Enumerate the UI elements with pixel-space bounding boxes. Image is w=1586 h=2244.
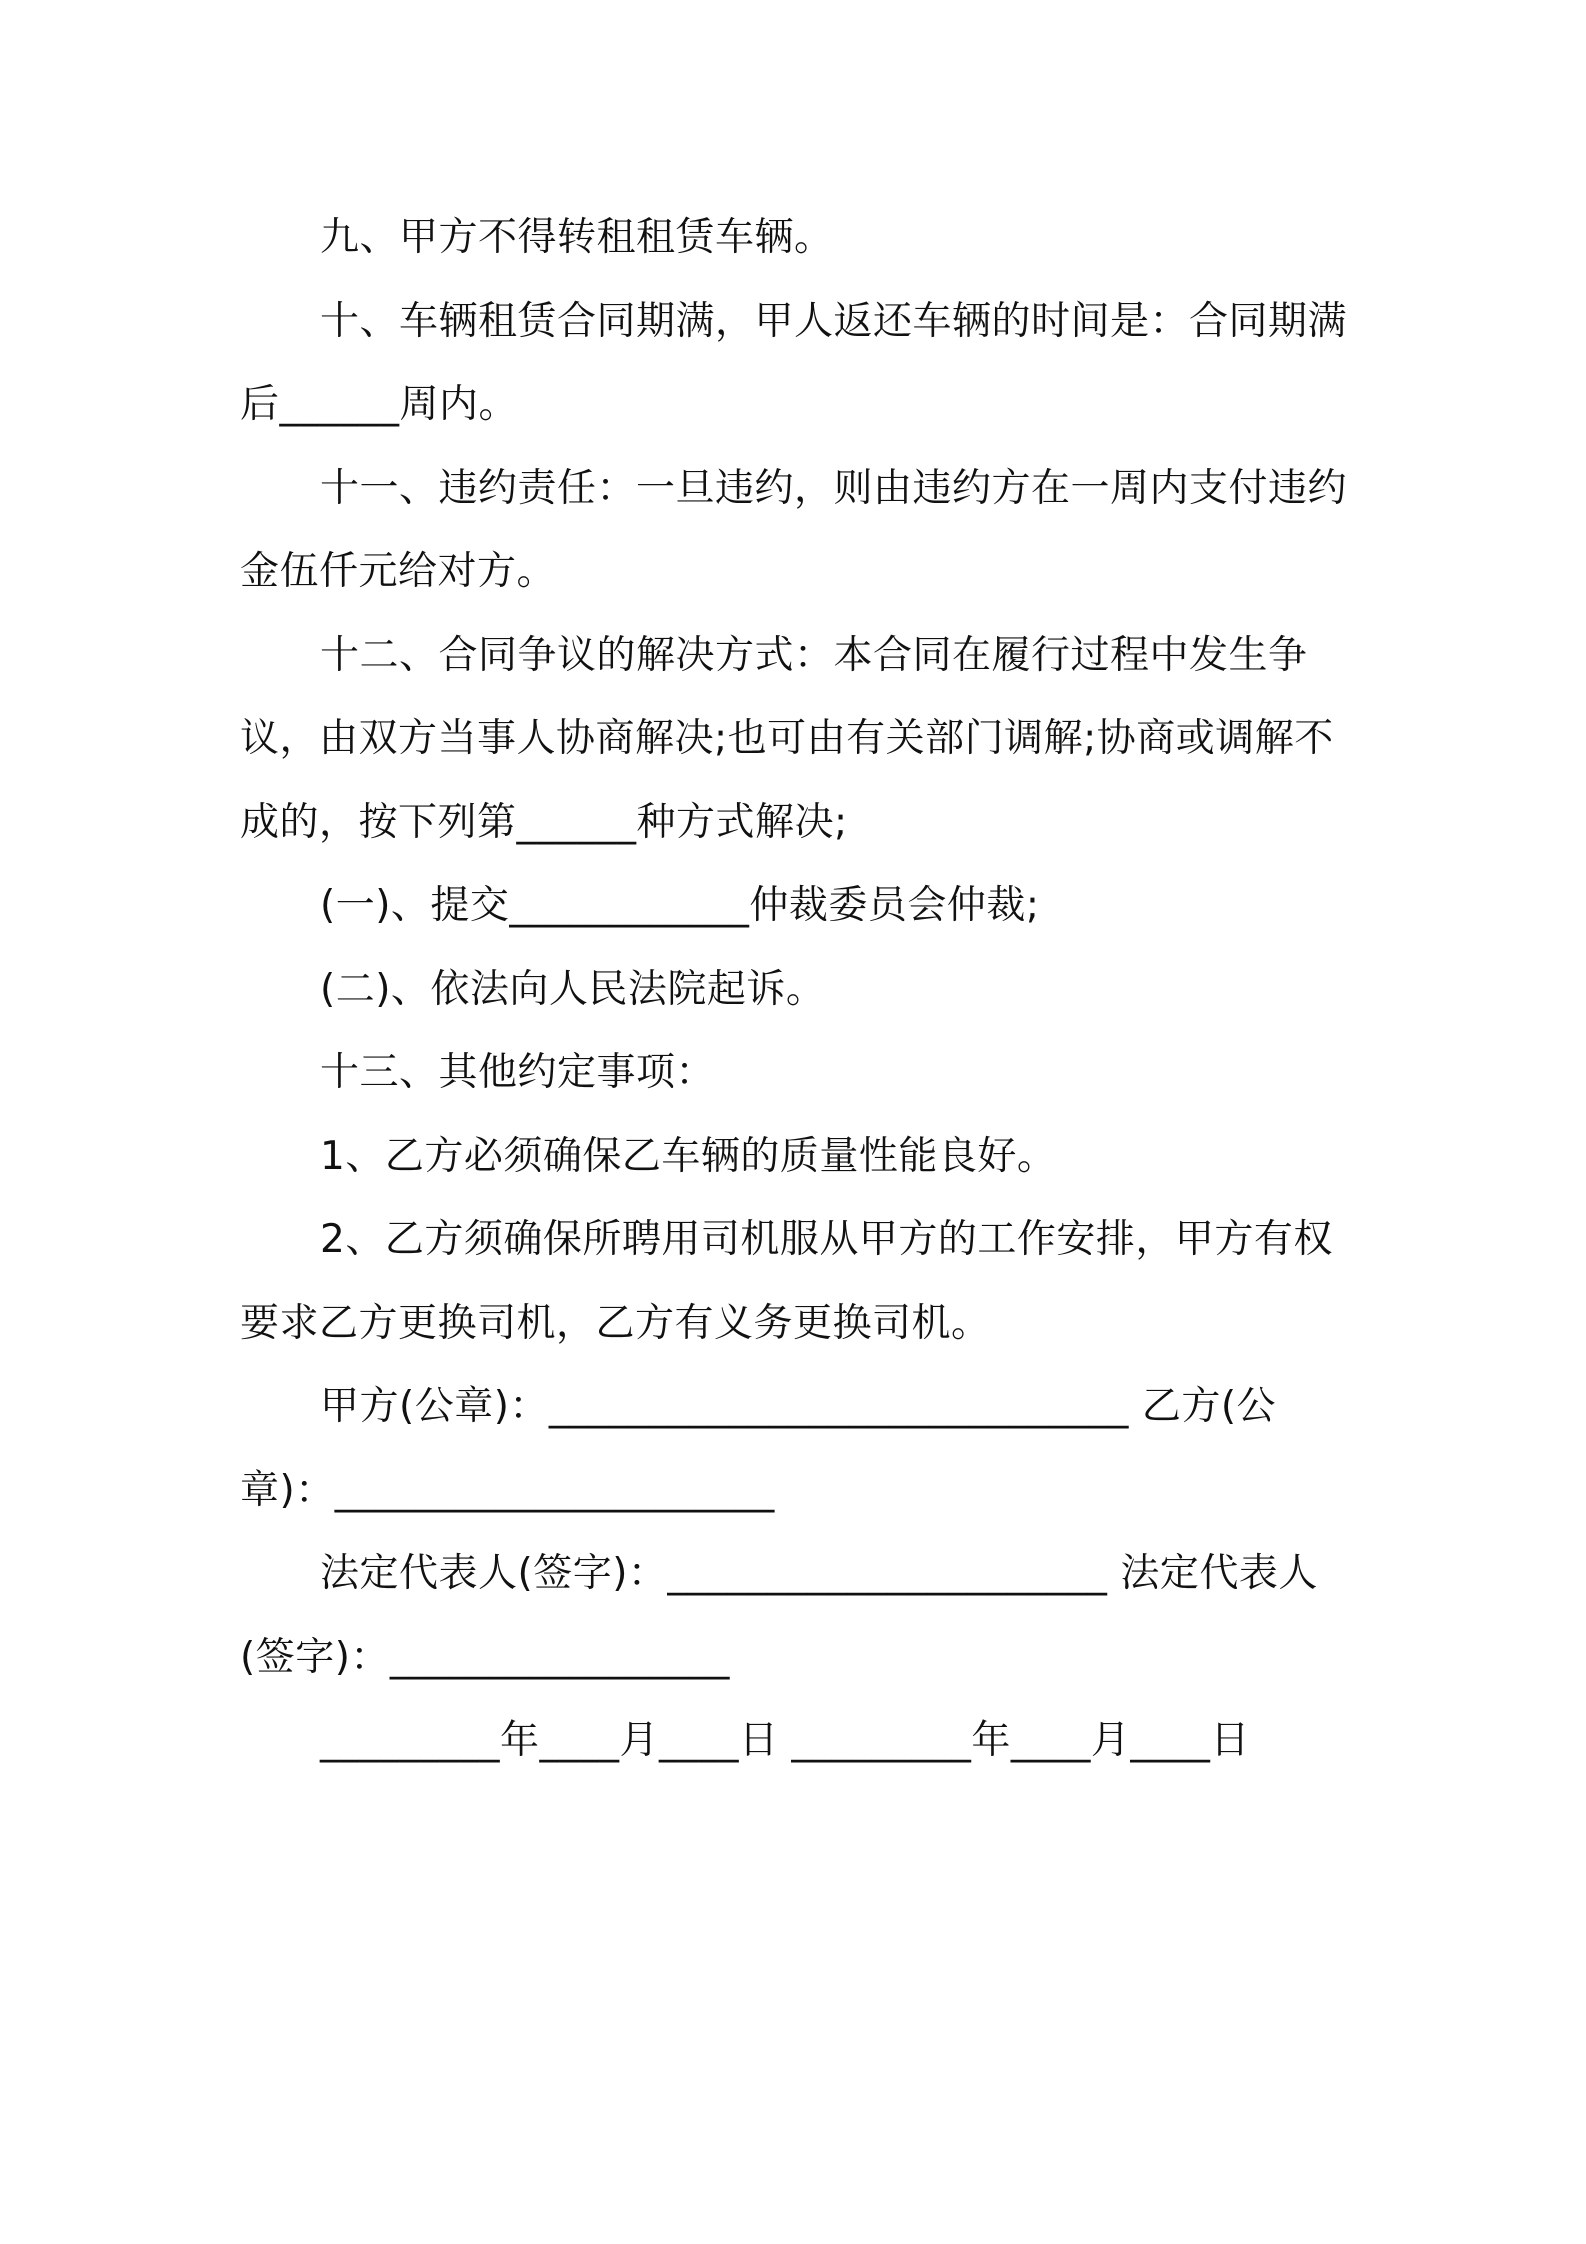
clause-13-item-1: 1、乙方必须确保乙车辆的质量性能良好。	[320, 1133, 1057, 1179]
clause-13: 十三、其他约定事项：	[320, 1050, 716, 1095]
contract-body	[240, 196, 1360, 1783]
clause-9: 九、甲方不得转租租赁车辆。	[320, 215, 834, 260]
seal-line: 甲方(公章)：_____________________________ 乙方(公章)：______________________	[240, 1384, 1277, 1513]
clause-10: 十、车辆租赁合同期满，甲人返还车辆的时间是：合同期满后______周内。	[240, 298, 1348, 427]
clause-11: 十一、违约责任：一旦违约，则由违约方在一周内支付违约金伍仟元给对方。	[240, 465, 1348, 594]
clause-12-option-1: (一)、提交____________仲裁委员会仲裁;	[320, 883, 1040, 928]
clause-12: 十二、合同争议的解决方式：本合同在履行过程中发生争议，由双方当事人协商解决;也可由有关部门调解;协商或调解不成的，按下列第______种方式解决;	[240, 632, 1334, 845]
signature-line: 法定代表人(签字)：______________________ 法定代表人(签字)：_________________	[240, 1551, 1318, 1680]
date-line: _________年____月____日 _________年____月____日	[320, 1718, 1250, 1763]
clause-13-item-2: 2、乙方须确保所聘用司机服从甲方的工作安排，甲方有权要求乙方更换司机，乙方有义务更换司机。	[240, 1217, 1333, 1346]
clause-12-option-2: (二)、依法向人民法院起诉。	[320, 966, 826, 1012]
